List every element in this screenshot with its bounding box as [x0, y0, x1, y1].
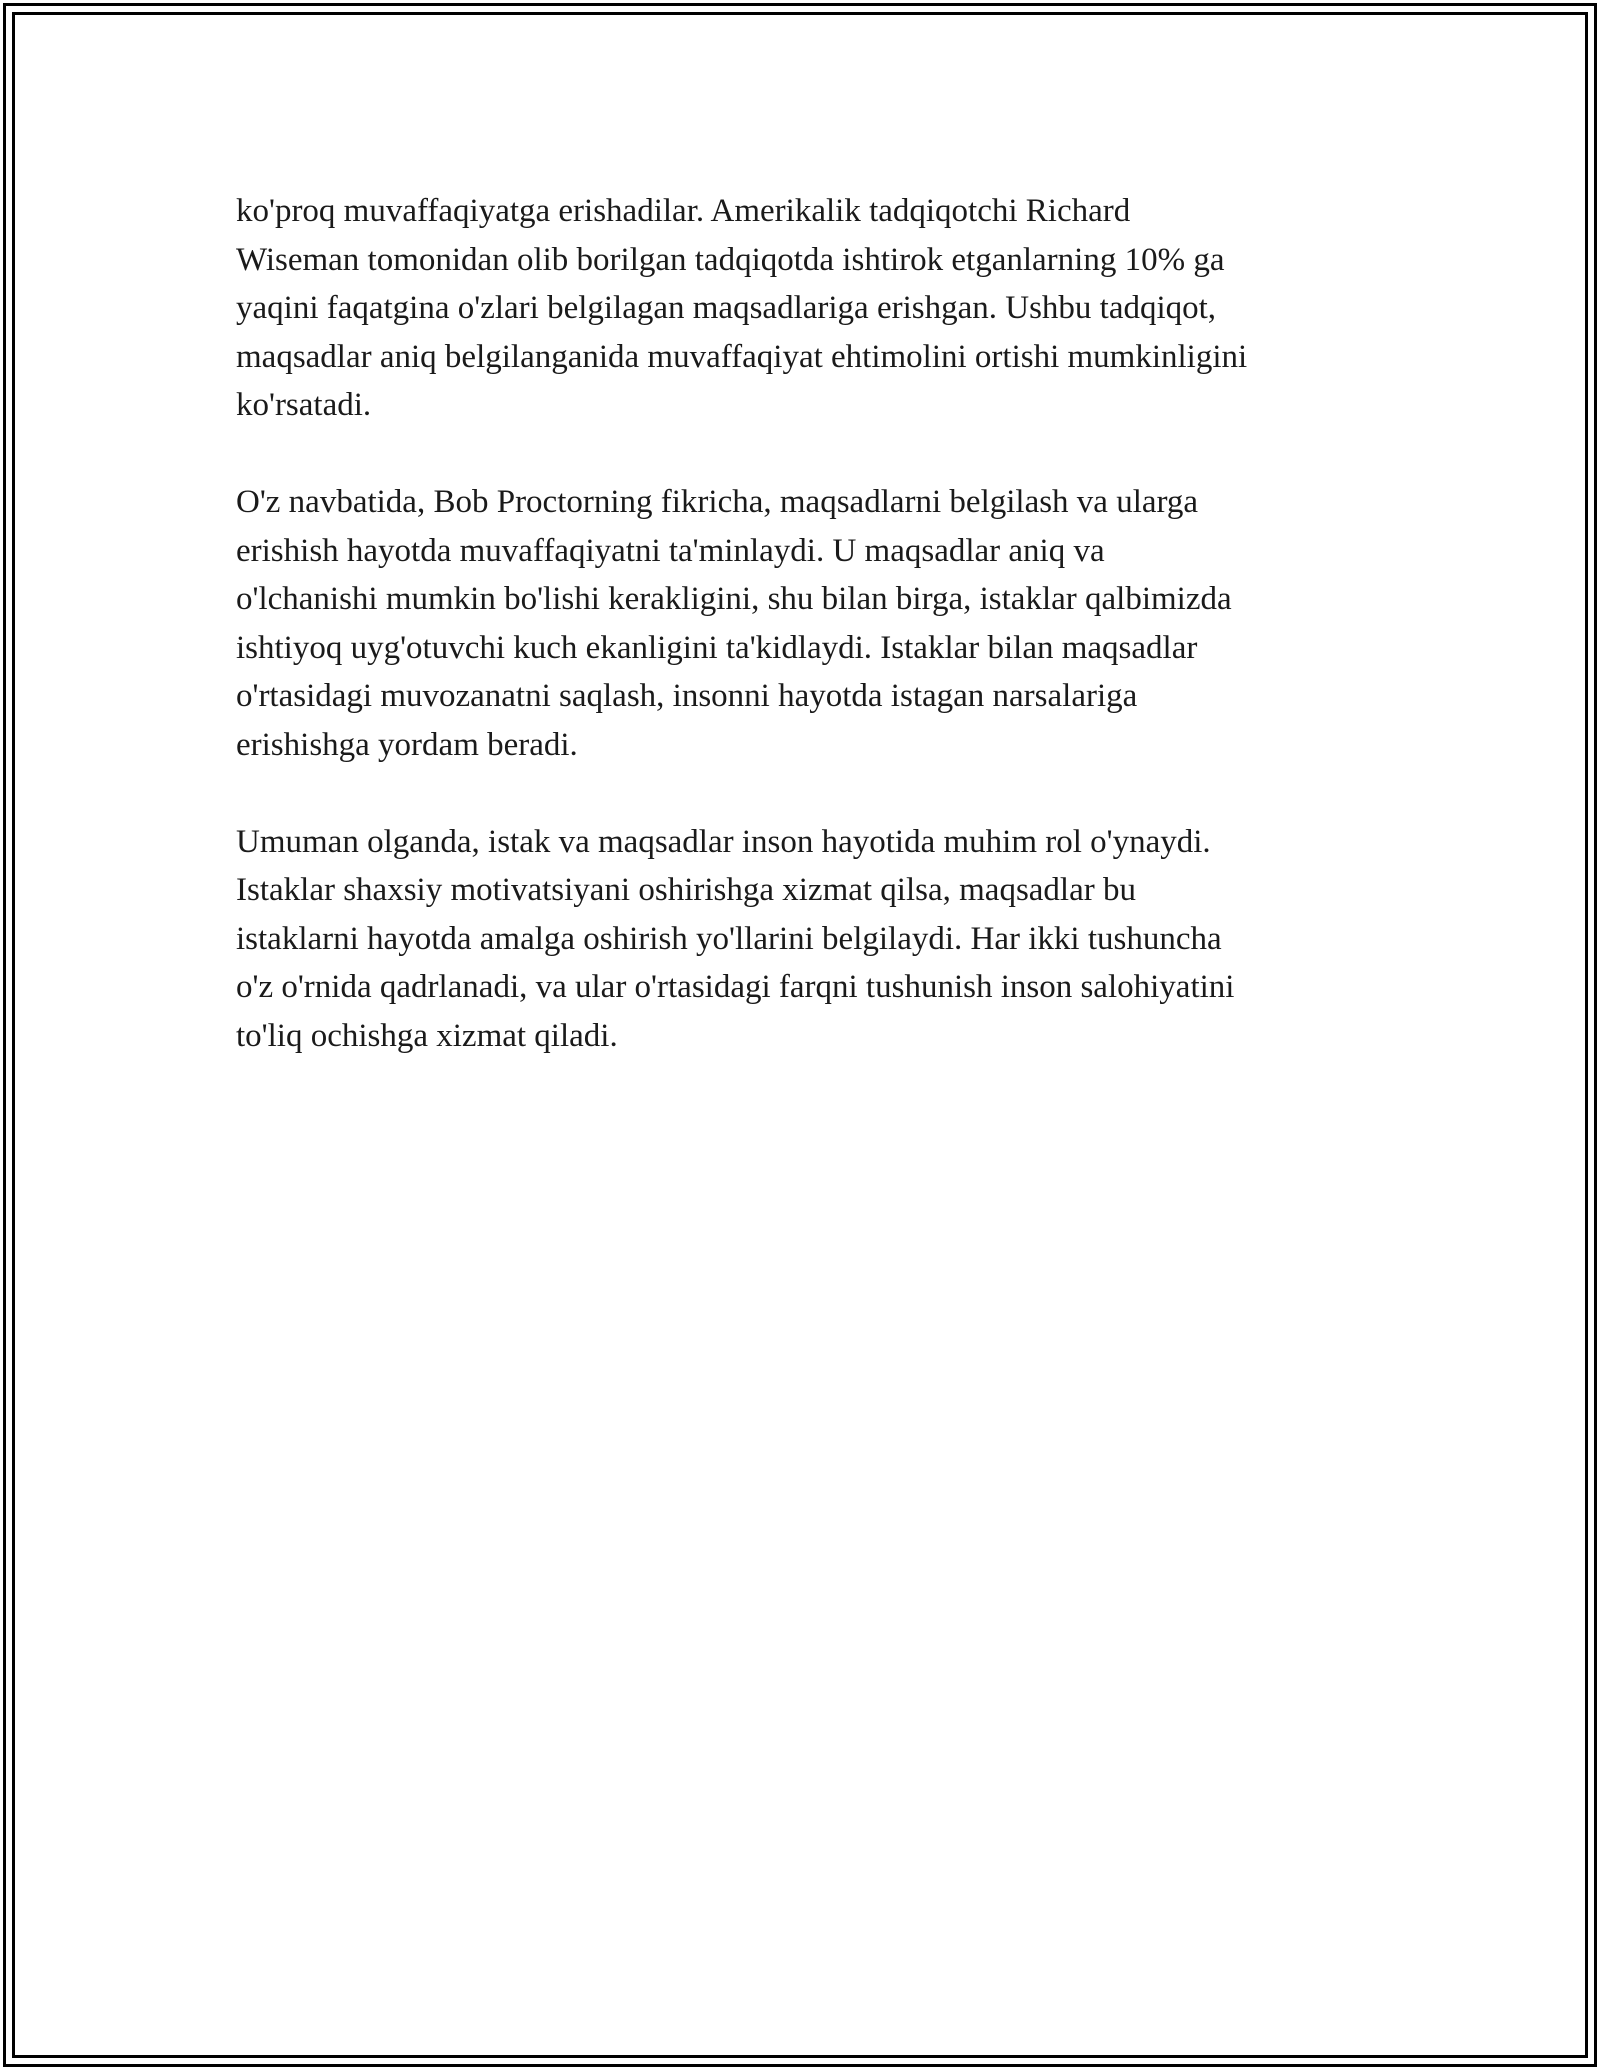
text-line: to'liq ochishga xizmat qiladi.	[236, 1017, 618, 1054]
text-line: yaqini faqatgina o'zlari belgilagan maqsadlariga erishgan. Ushbu tadqiqot,	[236, 290, 1217, 326]
paragraph-1	[236, 187, 1386, 430]
document-body	[236, 187, 1386, 1109]
text-line: o'z o'rnida qadrlanadi, va ular o'rtasidagi farqni tushunish inson salohiyatini	[236, 969, 1235, 1005]
text-line: Wiseman tomonidan olib borilgan tadqiqotda ishtirok etganlarning 10% ga	[236, 241, 1225, 278]
text-line: erishishga yordam beradi.	[236, 726, 578, 763]
text-line: o'rtasidagi muvozanatni saqlash, insonni hayotda istagan narsalariga	[236, 678, 1138, 714]
paragraph-3	[236, 818, 1386, 1061]
text-line: erishish hayotda muvaffaqiyatni ta'minlaydi. U maqsadlar aniq va	[236, 532, 1105, 569]
text-line: ishtiyoq uyg'otuvchi kuch ekanligini ta'kidlaydi. Istaklar bilan maqsadlar	[236, 629, 1198, 666]
text-line: ko'rsatadi.	[236, 387, 372, 423]
text-line: Istaklar shaxsiy motivatsiyani oshirishga xizmat qilsa, maqsadlar bu	[236, 872, 1136, 908]
text-line: maqsadlar aniq belgilanganida muvaffaqiyat ehtimolini ortishi mumkinligini	[236, 338, 1248, 375]
text-line: istaklarni hayotda amalga oshirish yo'llarini belgilaydi. Har ikki tushuncha	[236, 920, 1222, 957]
text-line: Umuman olganda, istak va maqsadlar inson hayotida muhim rol o'ynaydi.	[236, 823, 1211, 860]
text-line: O'z navbatida, Bob Proctorning fikricha, maqsadlarni belgilash va ularga	[236, 484, 1199, 520]
paragraph-2	[236, 478, 1386, 769]
text-line: ko'proq muvaffaqiyatga erishadilar. Amerikalik tadqiqotchi Richard	[236, 193, 1131, 229]
text-line: o'lchanishi mumkin bo'lishi kerakligini, shu bilan birga, istaklar qalbimizda	[236, 581, 1232, 617]
